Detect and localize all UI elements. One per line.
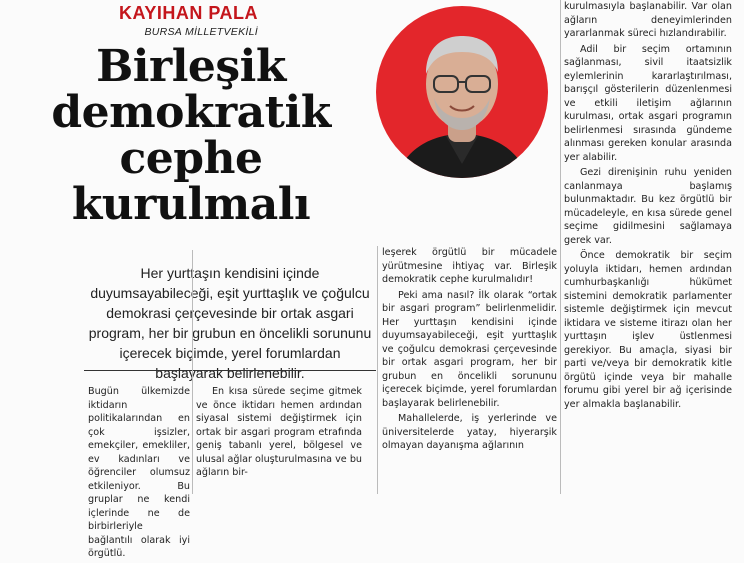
author-block xyxy=(118,3,258,38)
paragraph: En kısa sürede seçime gitmek ve önce iktidarı hemen ardından siyasal sistemi değiştirmek için ortak bir asgari program etrafında geniş tabanlı yerel, bölgesel ve ulusal ağlar oluşturulmasına ve bu ağların bir- xyxy=(196,386,362,478)
paragraph: Peki ama nasıl? İlk olarak “ortak bir asgari program” belirlenmelidir. Her yurttaşın kendisini içinde duyumsayabileceği, eşit yurttaşlık ve çoğulcu demokrasi çerçevesinde bir ortak asgari program, her bir grubun en öncelikli sorununu içerecek biçimde, yerel forumlardan başlayarak belirlenebilir. xyxy=(382,289,557,409)
paragraph: Bugün ülkemizde iktidarın politikalarından en çok işsizler, emekçiler, emekliler, ev kadınları ve öğrenciler olumsuz etkileniyor. Bu gruplar ne kendi içlerinde ne de birbirleriyle bağlantılı olarak iyi örgütlü. xyxy=(88,386,190,559)
headline-line-1: Birleşik xyxy=(96,41,286,92)
paragraph: kurulmasıyla başlanabilir. Var olan ağların deneyimlerinden yararlanmak süreci hızlandırabilir. xyxy=(564,1,732,39)
headline-line-4: kurulmalı xyxy=(71,179,311,230)
paragraph: Mahallelerde, iş yerlerinde ve üniversitelerde yatay, hiyerarşik olmayan dayanışma ağlarının xyxy=(382,413,557,451)
column-divider xyxy=(192,250,193,494)
lead-divider xyxy=(84,370,376,371)
text-column-2 xyxy=(196,385,362,482)
column-divider xyxy=(560,0,561,494)
author-title: BURSA MİLLETVEKİLİ xyxy=(144,26,258,38)
paragraph: Önce demokratik bir seçim yoluyla iktidarı, hemen ardından cumhurbaşkanlığı hükümet sistemini demokratik parlamenter sistemle değiştirmek için mevcut iktidara ve sisteme itirazı olan her yurttaşın işlev üstlenmesi gerekiyor. Bu amaçla, siyasi bir parti ve/veya bir demokratik kitle örgütü içinde veya bir mahalle forumu gibi yerel bir ağ içerisinde yer almakla başlanabilir. xyxy=(564,250,732,410)
paragraph: leşerek örgütlü bir mücadele yürütmesine ihtiyaç var. Birleşik demokratik cephe kurulmalıdır! xyxy=(382,247,557,285)
portrait-illustration xyxy=(376,6,548,178)
headline xyxy=(46,41,336,230)
author-portrait xyxy=(376,6,548,178)
column-divider xyxy=(377,246,378,494)
text-column-3 xyxy=(382,246,557,455)
text-column-1 xyxy=(88,385,190,563)
lead-paragraph: Her yurttaşın kendisini içinde duyumsayabileceği, eşit yurttaşlık ve çoğulcu demokrasi çerçevesinde bir ortak asgari program, her bir grubun en öncelikli sorununu içerecek biçimde, yerel forumlardan başlayarak belirlenebilir. xyxy=(88,265,372,381)
paragraph: Gezi direnişinin ruhu yeniden canlanmaya başlamış bulunmaktadır. Bu kez örgütlü bir mücadeleyle, en kısa sürede genel seçime gidilmesini sağlamaya gerek var. xyxy=(564,167,732,246)
headline-line-3: cephe xyxy=(119,133,263,184)
headline-line-2: demokratik xyxy=(51,87,331,138)
author-name: KAYIHAN PALA xyxy=(118,3,258,23)
text-column-4 xyxy=(564,0,732,413)
paragraph: Adil bir seçim ortamının sağlanması, sivil itaatsizlik eylemlerinin kararlaştırılması, barışçıl gösterilerin düzenlenmesi ve etkili iletişim ağlarının kurulması, ortak asgari programın belirlenmesi sırasında gündeme alınması gereken konular arasında yer alabilir. xyxy=(564,43,732,163)
